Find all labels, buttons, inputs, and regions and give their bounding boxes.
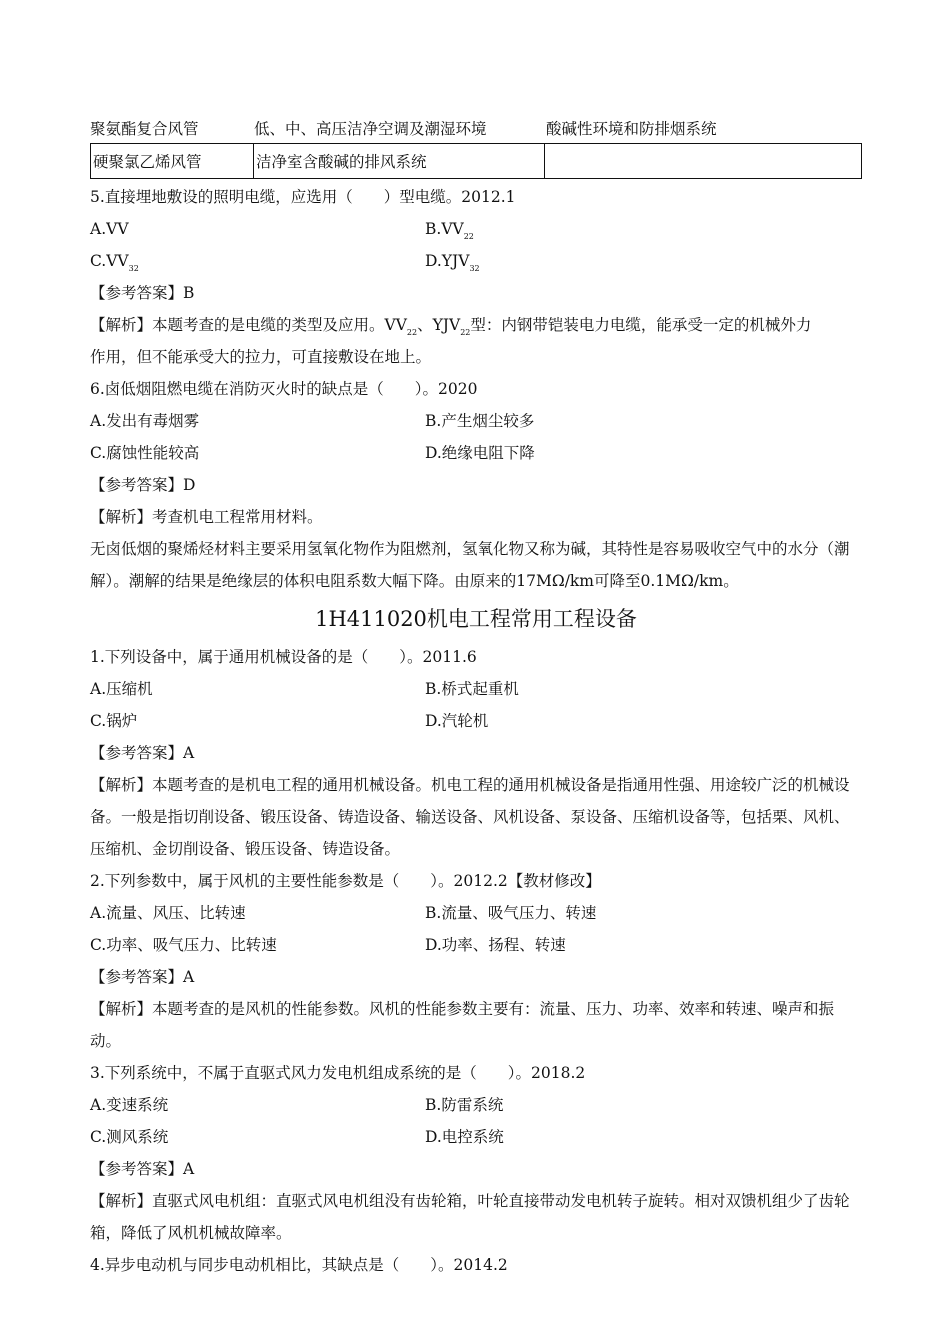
option-d: D.功率、扬程、转速 — [425, 936, 566, 954]
option-a: A.变速系统 — [90, 1096, 169, 1114]
options-row — [90, 929, 862, 961]
explanation-continued: 作用，但不能承受大的拉力，可直接敷设在地上。 — [90, 348, 432, 366]
table-cell: 硬聚氯乙烯风管 — [91, 144, 254, 179]
explanation: 【解析】考查机电工程常用材料。 — [90, 508, 323, 526]
table-cell — [545, 144, 862, 179]
question-stem: 2.下列参数中，属于风机的主要性能参数是（ ）。2012.2【教材修改】 — [90, 872, 601, 890]
option-c: C.锅炉 — [90, 712, 138, 730]
table-row — [91, 144, 862, 179]
options-row — [90, 1089, 862, 1121]
answer: 【参考答案】A — [90, 744, 195, 762]
option-b: B.防雷系统 — [425, 1096, 504, 1114]
options-row — [90, 1121, 862, 1153]
table-cell: 低、中、高压洁净空调及潮湿环境 — [254, 120, 487, 138]
options-row — [90, 245, 862, 277]
options-row — [90, 437, 862, 469]
explanation: 【解析】本题考查的是风机的性能参数。风机的性能参数主要有：流量、压力、功率、效率和转速、噪声和振动。 — [90, 1000, 835, 1050]
option-a: A.发出有毒烟雾 — [90, 412, 200, 430]
options-row — [90, 405, 862, 437]
options-row — [90, 673, 862, 705]
question-stem: 1.下列设备中，属于通用机械设备的是（ ）。2011.6 — [90, 648, 477, 666]
question-stem: 3.下列系统中，不属于直驱式风力发电机组成系统的是（ ）。2018.2 — [90, 1064, 586, 1082]
options-row — [90, 897, 862, 929]
answer: 【参考答案】D — [90, 476, 196, 494]
section-title: 1H411020机电工程常用工程设备 — [315, 607, 637, 631]
option-d: D.绝缘电阻下降 — [425, 444, 535, 462]
option-c: C.功率、吸气压力、比转速 — [90, 936, 277, 954]
material-table — [90, 143, 862, 179]
explanation: 【解析】本题考查的是电缆的类型及应用。$VV_{22}$、$YJV_{22}$型：内钢带铠装电力电缆，能承受一定的机械外力 — [90, 316, 812, 337]
option-c: $C.VV_{32}$ — [90, 252, 139, 273]
option-b: $B.VV_{22}$ — [425, 220, 474, 241]
option-d: D.电控系统 — [425, 1128, 504, 1146]
option-c: C.腐蚀性能较高 — [90, 444, 200, 462]
option-b: B.桥式起重机 — [425, 680, 519, 698]
option-a: A.压缩机 — [90, 680, 153, 698]
explanation: 【解析】直驱式风电机组：直驱式风电机组没有齿轮箱，叶轮直接带动发电机转子旋转。相对双馈机组少了齿轮箱，降低了风机机械故障率。 — [90, 1192, 850, 1242]
option-d: D.汽轮机 — [425, 712, 489, 730]
option-a: A.VV — [90, 220, 129, 238]
option-b: B.产生烟尘较多 — [425, 412, 535, 430]
table-cell: 洁净室含酸碱的排风系统 — [254, 144, 545, 179]
explanation-body: 无卤低烟的聚烯烃材料主要采用氢氧化物作为阻燃剂，氢氧化物又称为碱，其特性是容易吸收空气中的水分（潮解）。潮解的结果是绝缘层的体积电阻系数大幅下降。由原来的17MΩ/km可降至0.1MΩ/km。 — [90, 540, 850, 590]
options-row — [90, 213, 862, 245]
option-b: B.流量、吸气压力、转速 — [425, 904, 597, 922]
document-page — [90, 115, 862, 1281]
question-stem: 6.卤低烟阻燃电缆在消防灭火时的缺点是（ ）。2020 — [90, 380, 478, 398]
table-cell: 聚氨酯复合风管 — [90, 120, 199, 138]
answer: 【参考答案】A — [90, 1160, 195, 1178]
table-cell: 酸碱性环境和防排烟系统 — [546, 120, 717, 138]
explanation: 【解析】本题考查的是机电工程的通用机械设备。机电工程的通用机械设备是指通用性强、用途较广泛的机械设备。一般是指切削设备、锻压设备、铸造设备、输送设备、风机设备、泵设备、压缩机设备等，包括栗、风机、压缩机、金切削设备、锻压设备、铸造设备。 — [90, 776, 850, 858]
option-a: A.流量、风压、比转速 — [90, 904, 246, 922]
option-d: $D.YJV_{32}$ — [425, 252, 480, 273]
answer: 【参考答案】B — [90, 284, 195, 302]
answer: 【参考答案】A — [90, 968, 195, 986]
table-row — [90, 115, 862, 143]
question-stem: 4.异步电动机与同步电动机相比，其缺点是（ ）。2014.2 — [90, 1256, 508, 1274]
option-c: C.测风系统 — [90, 1128, 169, 1146]
options-row — [90, 705, 862, 737]
question-stem: 5.直接埋地敷设的照明电缆，应选用（ ）型电缆。2012.1 — [90, 188, 516, 206]
